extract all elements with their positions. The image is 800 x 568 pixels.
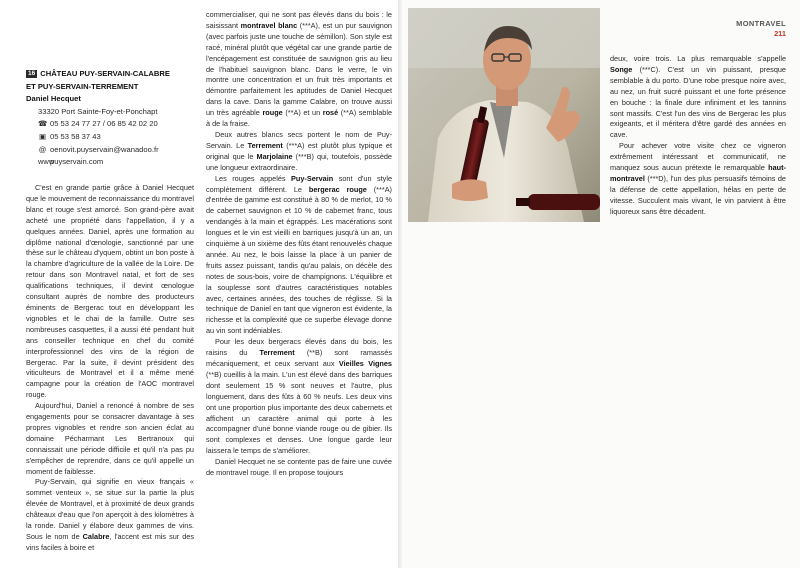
producer-owner: Daniel Hecquet <box>26 94 81 104</box>
paragraph: Deux autres blancs secs portent le nom de Puy-Servain. Le Terrement (***A) est plutôt plus typique et original que le Marjolaine (***B) qui, toutefois, possède une longueur extraordinaire. <box>206 129 392 172</box>
entry-number-badge: 16 <box>28 70 36 77</box>
paragraph: Pour achever votre visite chez ce vigneron extrêmement intéressant et communicatif, ne manquez sous aucun prétexte le remarquable haut-montravel (***D), l'un des plus persuasifs témoins de la défense de cette appellation, hélas en perte de vitesse. Succulent mais vivant, le vin parvient à être liquoreux sans être décadent. <box>610 141 786 216</box>
paragraph: Puy-Servain, qui signifie en vieux français « sommet venteux », se situe sur la partie la plus élevée de Montravel, et à proximité de deux grands châteaux d'eau que l'on aperçoit à des kilomètres à la ronde. Daniel y élabore deux gammes de vins. Sous le nom de Calabre, l'accent est mis sur des vins faciles à boire et <box>26 477 194 552</box>
text-column-2 <box>206 10 392 479</box>
winemaker-photo <box>408 8 600 222</box>
producer-website: puyservain.com <box>50 157 104 167</box>
producer-phone-row <box>26 118 196 131</box>
phone-icon: ☎ <box>38 119 48 129</box>
producer-name-line1: CHÂTEAU PUY-SERVAIN-CALABRE <box>40 69 170 78</box>
paragraph: Daniel Hecquet ne se contente pas de faire une cuvée de montravel rouge. Il en propose toujours <box>206 457 392 478</box>
paragraph: Les rouges appelés Puy-Servain sont d'un style complètement différent. Le bergerac rouge (***A) d'entrée de gamme est constitué à 80 % de merlot, 10 % de cabernet sauvignon et 10 % de cabernet franc, tous vendangés à la main et égrappés. Les macérations sont longues et le vin est vieilli en barriques jusqu'à un an, un cinquième à un sixième des fûts étant renouvelés chaque année. Au nez, le bois laisse la place à un panier de fruits assez puissant, tandis qu'au palais, on décèle des notes de sous-bois, voire de champignons. L'équilibre et la souplesse sont d'autres caractéristiques notables avec, certaines années, des touches de réglisse. Si la technique de Daniel en tant que vigneron est évidente, la richesse et la complexité que ce superbe élevage donne au vin sont indéniables. <box>206 173 392 336</box>
paragraph: deux, voire trois. La plus remarquable s'appelle Songe (***C). C'est un vin puissant, presque semblable à du porto. D'une robe presque noire avec, au nez, un fruit sucré puissant et une forte présence en bouche : la finale dure infiniment et les tannins sont massifs. C'est l'un des vins de Bergerac les plus exigeants, et il méritera d'être gardé des années en cave. <box>610 54 786 140</box>
email-icon: @ <box>38 144 47 154</box>
text-column-3 <box>610 54 786 218</box>
producer-phone: 05 53 24 77 27 / 06 85 42 02 20 <box>50 119 158 129</box>
website-icon: www <box>38 157 55 167</box>
page-header <box>736 19 786 39</box>
paragraph: Pour les deux bergeracs élevés dans du bois, les raisins du Terrement (**B) sont ramassés mécaniquement, et ceux servant aux Vieilles Vignes (**B) cueillis à la main. L'un est élevé dans des barriques dont seulement 15 % sont neuves et l'autre, plus longuement, dans des fûts à 60 % neufs. Les deux vins ont une proportion plus importante des deux cabernets et affichent un caractère animal qui porte à les accompagner d'une bonne viande rouge ou de gibier. Ils sont complexes et denses. Une longue garde leur laissera le temps de s'améliorer. <box>206 337 392 456</box>
producer-email: oenovit.puyservain@wanadoo.fr <box>50 144 159 154</box>
producer-website-row <box>26 156 196 169</box>
paragraph: C'est en grande partie grâce à Daniel Hecquet que le mouvement de reconnaissance du montravel blanc et rouge s'est amorcé. Son grand-père avait acheté une propriété dans l'appellation, il y a quelques années. Daniel, après une formation au diplôme national d'œnologie, sanctionné par une thèse sur le château d'yquem, obtint un bon poste à la chambre d'agriculture de la vallée de la Loire. De retour dans son Montravel natal, et fort de ses qualifications techniques, il devint œnologue consultant auprès de nombre des producteurs éminents de Bergerac tout en développant les vignobles et le chai de la famille. Outre ses nombreuses casquettes, il a aussi été pendant huit ans conseiller technique en chef du comité interprofessionnel des vins de la région de Bergerac. Par la suite, il devint président des viticulteurs de Montravel et il a même mené campagne pour la création de l'AOC montravel rouge. <box>26 183 194 400</box>
page-number: 211 <box>774 29 786 38</box>
winemaker-photo-illustration <box>408 8 600 222</box>
fax-icon: ▣ <box>38 131 47 141</box>
producer-fax-row <box>26 131 196 144</box>
section-title: MONTRAVEL <box>736 19 786 28</box>
producer-infobox <box>26 68 196 169</box>
producer-email-row <box>26 144 196 157</box>
producer-fax: 05 53 58 37 43 <box>50 131 101 141</box>
text-column-1 <box>26 183 194 554</box>
producer-address: 33320 Port Sainte-Foy-et-Ponchapt <box>38 106 158 116</box>
paragraph: Aujourd'hui, Daniel a renoncé à nombre de ses engagements pour se consacrer davantage à ses propres vignobles et rendre son ancien éclat au domaine Pécharmant Les Bertranoux qui connaissait une période difficile et qu'il n'a pas pu s'empêcher de reprendre, dans ce qu'il appelle un moment de faiblesse. <box>26 401 194 476</box>
producer-name-line2: ET PUY-SERVAIN-TERREMENT <box>26 81 139 91</box>
paragraph: commercialiser, qui ne sont pas élevés dans du bois : le saisissant montravel blanc (***A), est un pur sauvignon (avec parfois juste une touche de sémillon). Son style est racé, minéral plutôt que végétal car une grande partie de l'encépagement est constituée de sauvignon gris au lieu de l'habituel sauvignon blanc. Dans le verre, le vin montre une concentration et un fruit très importants et démontre parfaitement les aptitudes de Daniel Hecquet dans la cave. Dans la gamme Calabre, on trouve aussi un très agréable rouge (**A) et un rosé (**A) semblable à de la fraise. <box>206 10 393 129</box>
